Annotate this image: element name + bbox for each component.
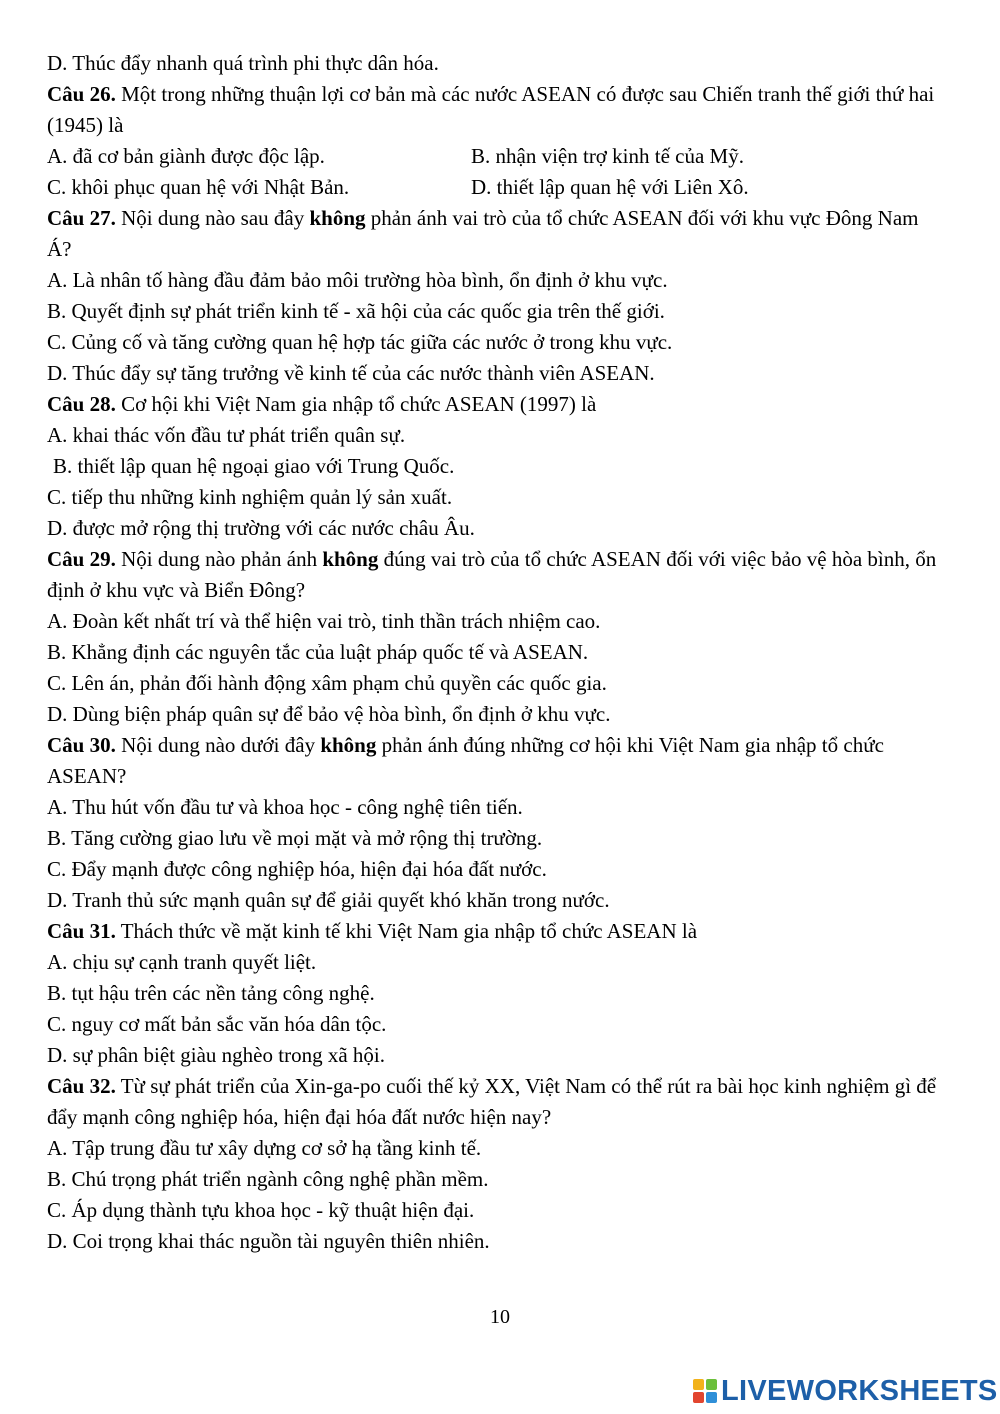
q27-option-a[interactable]: A. Là nhân tố hàng đầu đảm bảo môi trường hòa bình, ổn định ở khu vực. — [47, 268, 668, 292]
liveworksheets-logo — [693, 1376, 998, 1406]
question-29 — [47, 544, 947, 606]
worksheet-page — [47, 48, 947, 1257]
q30-option-b[interactable]: B. Tăng cường giao lưu về mọi mặt và mở rộng thị trường. — [47, 826, 543, 850]
question-30 — [47, 730, 947, 792]
question-text: đúng vai trò của tổ chức ASEAN đối với việc bảo vệ hòa bình, ổn định ở khu vực và Biển Đông? — [47, 547, 937, 602]
q29-option-a[interactable]: A. Đoàn kết nhất trí và thể hiện vai trò, tinh thần trách nhiệm cao. — [47, 609, 601, 633]
q30-option-d[interactable]: D. Tranh thủ sức mạnh quân sự để giải quyết khó khăn trong nước. — [47, 888, 610, 912]
question-text: Từ sự phát triển của Xin-ga-po cuối thế kỷ XX, Việt Nam có thể rút ra bài học kinh nghiệm gì để đẩy mạnh công nghiệp hóa, hiện đại hóa đất nước hiện nay? — [47, 1074, 937, 1129]
question-text: Nội dung nào dưới đây — [115, 733, 321, 757]
q31-option-b[interactable]: B. tụt hậu trên các nền tảng công nghệ. — [47, 981, 375, 1005]
q32-option-b[interactable]: B. Chú trọng phát triển ngành công nghệ phần mềm. — [47, 1167, 489, 1191]
q28-option-b[interactable]: B. thiết lập quan hệ ngoại giao với Trung Quốc. — [53, 454, 455, 478]
q29-option-d[interactable]: D. Dùng biện pháp quân sự để bảo vệ hòa bình, ổn định ở khu vực. — [47, 702, 611, 726]
q26-option-a[interactable]: A. đã cơ bản giành được độc lập. — [47, 144, 325, 168]
question-number: Câu 30. — [47, 733, 116, 757]
emphasis-text: không — [322, 547, 379, 571]
question-text: Một trong những thuận lợi cơ bản mà các nước ASEAN có được sau Chiến tranh thế giới thứ hai (1945) là — [47, 82, 935, 137]
q30-option-a[interactable]: A. Thu hút vốn đầu tư và khoa học - công nghệ tiên tiến. — [47, 795, 523, 819]
q32-option-d[interactable]: D. Coi trọng khai thác nguồn tài nguyên thiên nhiên. — [47, 1229, 490, 1253]
brand-name: LIVEWORKSHEETS — [721, 1374, 998, 1407]
q31-option-a[interactable]: A. chịu sự cạnh tranh quyết liệt. — [47, 950, 317, 974]
question-number: Câu 26. — [47, 82, 116, 106]
question-number: Câu 28. — [47, 392, 116, 416]
question-text: Nội dung nào phản ánh — [115, 547, 323, 571]
question-27 — [47, 203, 947, 265]
q26-option-c[interactable]: C. khôi phục quan hệ với Nhật Bản. — [47, 175, 350, 199]
q27-option-c[interactable]: C. Củng cố và tăng cường quan hệ hợp tác giữa các nước ở trong khu vực. — [47, 330, 673, 354]
q27-option-b[interactable]: B. Quyết định sự phát triển kinh tế - xã hội của các quốc gia trên thế giới. — [47, 299, 665, 323]
q30-option-c[interactable]: C. Đẩy mạnh được công nghiệp hóa, hiện đại hóa đất nước. — [47, 857, 547, 881]
emphasis-text: không — [309, 206, 366, 230]
question-28 — [47, 389, 947, 420]
question-text: Cơ hội khi Việt Nam gia nhập tổ chức ASEAN (1997) là — [115, 392, 597, 416]
question-text: Thách thức về mặt kinh tế khi Việt Nam gia nhập tổ chức ASEAN là — [115, 919, 698, 943]
question-32 — [47, 1071, 947, 1133]
question-text: Nội dung nào sau đây — [115, 206, 310, 230]
question-text: phản ánh đúng những cơ hội khi Việt Nam gia nhập tổ chức ASEAN? — [47, 733, 884, 788]
question-text: phản ánh vai trò của tổ chức ASEAN đối với khu vực Đông Nam Á? — [47, 206, 919, 261]
q26-options-row-2 — [47, 172, 947, 203]
liveworksheets-icon — [693, 1379, 717, 1403]
q31-option-d[interactable]: D. sự phân biệt giàu nghèo trong xã hội. — [47, 1043, 385, 1067]
question-number: Câu 31. — [47, 919, 116, 943]
q29-option-c[interactable]: C. Lên án, phản đối hành động xâm phạm chủ quyền các quốc gia. — [47, 671, 607, 695]
question-number: Câu 27. — [47, 206, 116, 230]
question-number: Câu 29. — [47, 547, 116, 571]
question-31 — [47, 916, 947, 947]
q25-option-d: D. Thúc đẩy nhanh quá trình phi thực dân hóa. — [47, 51, 439, 75]
question-26 — [47, 79, 947, 141]
q28-option-c[interactable]: C. tiếp thu những kinh nghiệm quản lý sản xuất. — [47, 485, 453, 509]
q27-option-d[interactable]: D. Thúc đẩy sự tăng trưởng về kinh tế của các nước thành viên ASEAN. — [47, 361, 655, 385]
emphasis-text: không — [320, 733, 377, 757]
q28-option-d[interactable]: D. được mở rộng thị trường với các nước châu Âu. — [47, 516, 475, 540]
q31-option-c[interactable]: C. nguy cơ mất bản sắc văn hóa dân tộc. — [47, 1012, 387, 1036]
q29-option-b[interactable]: B. Khẳng định các nguyên tắc của luật pháp quốc tế và ASEAN. — [47, 640, 589, 664]
page-number: 10 — [490, 1306, 510, 1328]
q32-option-c[interactable]: C. Áp dụng thành tựu khoa học - kỹ thuật hiện đại. — [47, 1198, 475, 1222]
q32-option-a[interactable]: A. Tập trung đầu tư xây dựng cơ sở hạ tầng kinh tế. — [47, 1136, 482, 1160]
q26-option-b[interactable]: B. nhận viện trợ kinh tế của Mỹ. — [471, 144, 744, 168]
q26-option-d[interactable]: D. thiết lập quan hệ với Liên Xô. — [471, 175, 749, 199]
question-number: Câu 32. — [47, 1074, 116, 1098]
q28-option-a[interactable]: A. khai thác vốn đầu tư phát triển quân sự. — [47, 423, 406, 447]
q26-options-row-1 — [47, 141, 947, 172]
